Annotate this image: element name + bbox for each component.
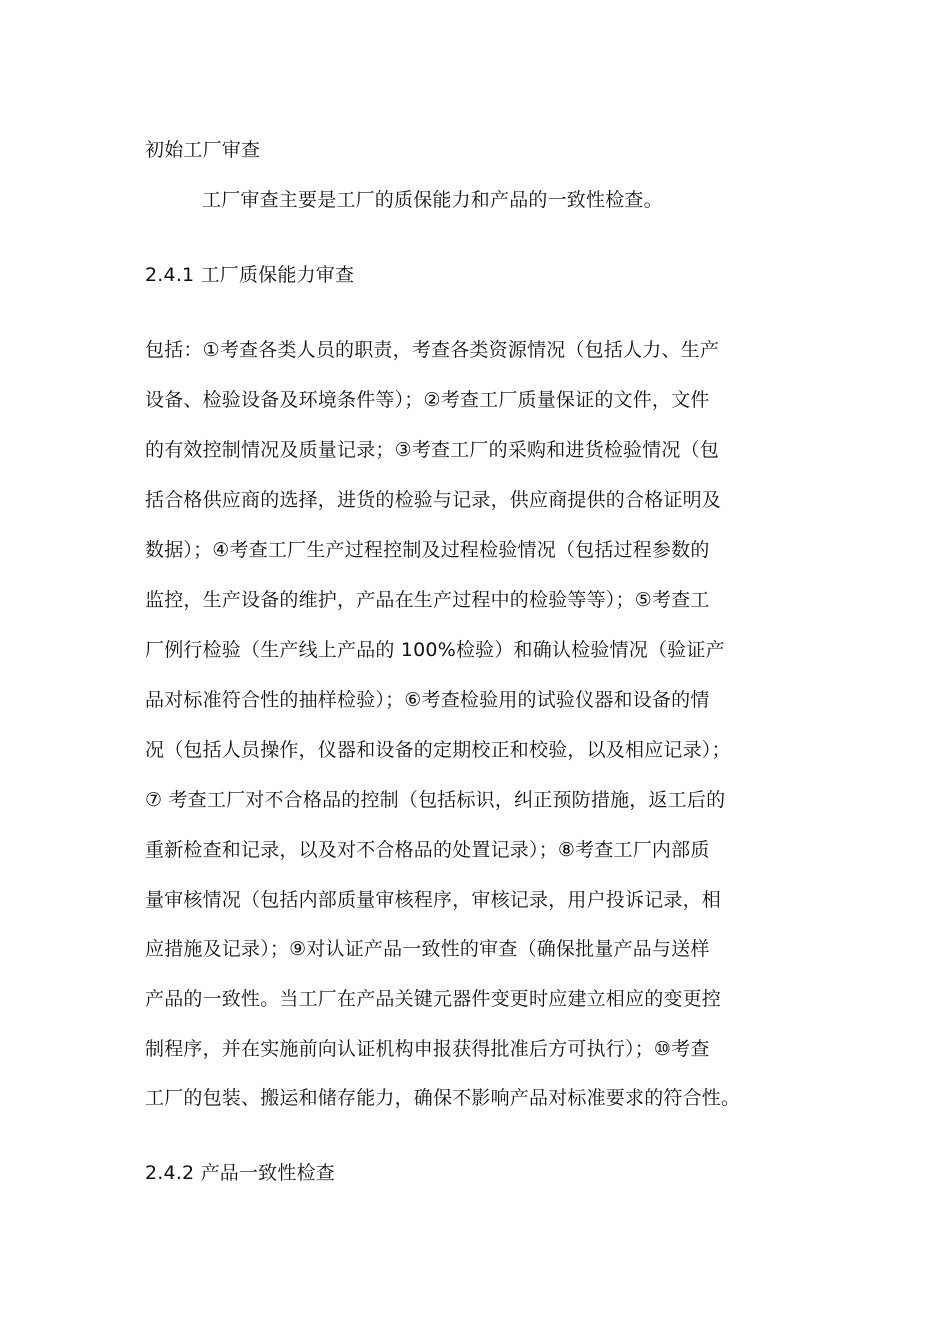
body-line: 工厂的包装、搬运和储存能力，确保不影响产品对标准要求的符合性。 <box>145 1087 741 1109</box>
body-line: 的有效控制情况及质量记录；③考查工厂的采购和进货检验情况（包 <box>145 439 720 461</box>
heading-2-4-2: 2.4.2 产品一致性检查 <box>145 1162 335 1184</box>
body-line: 设备、检验设备及环境条件等）；②考查工厂质量保证的文件，文件 <box>145 389 710 411</box>
body-line: 括合格供应商的选择，进货的检验与记录，供应商提供的合格证明及 <box>145 489 722 511</box>
body-line: ⑦ 考查工厂对不合格品的控制（包括标识，纠正预防措施，返工后的 <box>145 789 726 811</box>
body-line: 量审核情况（包括内部质量审核程序，审核记录，用户投诉记录，相 <box>145 889 722 911</box>
body-line: 品对标准符合性的抽样检验）；⑥考查检验用的试验仪器和设备的情 <box>145 689 710 711</box>
body-line: 产品的一致性。当工厂在产品关键元器件变更时应建立相应的变更控 <box>145 988 722 1010</box>
body-line: 况（包括人员操作，仪器和设备的定期校正和校验，以及相应记录）； <box>145 739 731 761</box>
heading-2-4-1: 2.4.1 工厂质保能力审查 <box>145 264 355 286</box>
section-title: 初始工厂审查 <box>145 139 261 161</box>
body-line: 制程序，并在实施前向认证机构申报获得批准后方可执行）；⑩考查 <box>145 1038 710 1060</box>
intro-paragraph: 工厂审查主要是工厂的质保能力和产品的一致性检查。 <box>202 189 663 211</box>
body-line: 重新检查和记录，以及对不合格品的处置记录）；⑧考查工厂内部质 <box>145 839 710 861</box>
body-line: 包括：①考查各类人员的职责，考查各类资源情况（包括人力、生产 <box>145 339 720 361</box>
body-line: 应措施及记录）；⑨对认证产品一致性的审查（确保批量产品与送样 <box>145 938 710 960</box>
body-line: 监控，生产设备的维护，产品在生产过程中的检验等等）；⑤考查工 <box>145 589 710 611</box>
body-line: 数据）；④考查工厂生产过程控制及过程检验情况（包括过程参数的 <box>145 539 710 561</box>
body-line: 厂例行检验（生产线上产品的 100%检验）和确认检验情况（验证产 <box>145 639 725 661</box>
